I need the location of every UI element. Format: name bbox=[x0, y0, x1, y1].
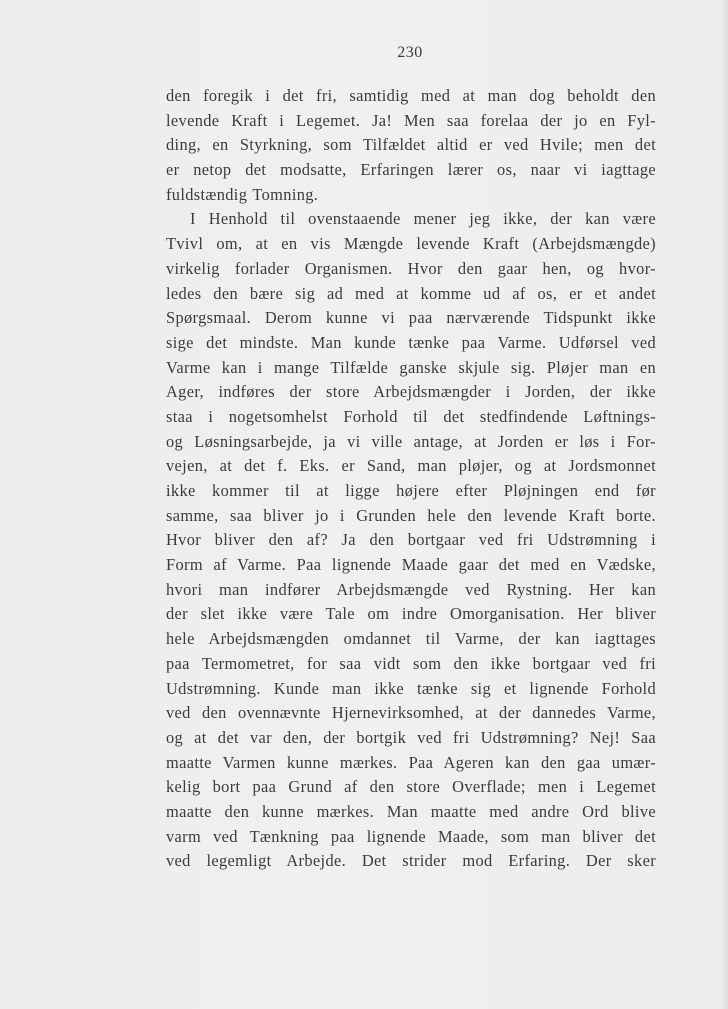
text-line: ikke kommer til at ligge højere efter Pløjningen end før bbox=[166, 481, 656, 500]
text-line: Varme kan i mange Tilfælde ganske skjule sig. Pløjer man en bbox=[166, 357, 656, 377]
text-line: ved legemligt Arbejde. Det strider mod Erfaring. Der sker bbox=[166, 851, 656, 871]
text-line: varm ved Tænkning paa lignende Maade, som man bliver det bbox=[166, 826, 656, 846]
text-line: virkelig forlader Organismen. Hvor den gaar hen, og hvor- bbox=[166, 258, 656, 278]
text-line: staa i nogetsomhelst Forhold til det stedfindende Løftnings- bbox=[166, 406, 656, 426]
text-line: levende Kraft i Legemet. Ja! Men saa forelaa der jo en Fyl- bbox=[166, 110, 656, 130]
text-line: Ager, indføres der store Arbejdsmængder i Jorden, der ikke bbox=[166, 382, 656, 402]
text-line: der slet ikke være Tale om indre Omorganisation. Her bliver bbox=[166, 604, 656, 624]
text-line: ding, en Styrkning, som Tilfældet altid er ved Hvile; men det bbox=[166, 135, 656, 155]
text-line: kelig bort paa Grund af den store Overflade; men i Legemet bbox=[166, 777, 656, 797]
text-line: Hvor bliver den af? Ja den bortgaar ved fri Udstrømning i bbox=[166, 530, 656, 550]
text-line: og at det var den, der bortgik ved fri Udstrømning? Nej! Saa bbox=[166, 727, 656, 747]
text-line: Form af Varme. Paa lignende Maade gaar det med en Vædske, bbox=[166, 555, 656, 575]
text-line: ledes den bære sig ad med at komme ud af os, er et andet bbox=[166, 283, 656, 303]
text-line: ved den ovennævnte Hjernevirksomhed, at der dannedes Varme, bbox=[166, 703, 656, 723]
text-line: maatte den kunne mærkes. Man maatte med andre Ord blive bbox=[166, 801, 656, 821]
text-line: paa Termometret, for saa vidt som den ikke bortgaar ved fri bbox=[166, 653, 656, 673]
text-line: Spørgsmaal. Derom kunne vi paa nærværende Tidspunkt ikke bbox=[166, 308, 656, 328]
text-line: og Løsningsarbejde, ja vi ville antage, at Jorden er løs i For- bbox=[166, 431, 656, 451]
text-line: maatte Varmen kunne mærkes. Paa Ageren kan den gaa umær- bbox=[166, 752, 656, 772]
text-line: hele Arbejdsmængden omdannet til Varme, der kan iagttages bbox=[166, 629, 656, 649]
text-line: samme, saa bliver jo i Grunden hele den levende Kraft borte. bbox=[166, 505, 656, 525]
text-line: hvori man indfører Arbejdsmængde ved Rystning. Her kan bbox=[166, 579, 656, 599]
text-line: Tvivl om, at en vis Mængde levende Kraft (Arbejdsmængde) bbox=[166, 234, 656, 254]
body-text bbox=[166, 84, 656, 874]
text-line: Udstrømning. Kunde man ikke tænke sig et lignende Forhold bbox=[166, 678, 656, 698]
text-line: fuldstændig Tomning. bbox=[166, 184, 319, 204]
text-line: er netop det modsatte, Erfaringen lærer os, naar vi iagttage bbox=[166, 160, 656, 180]
text-line: I Henhold til ovenstaaende mener jeg ikke, der kan være bbox=[190, 209, 656, 229]
text-line: sige det mindste. Man kunde tænke paa Varme. Udførsel ved bbox=[166, 332, 656, 352]
text-line: vejen, at det f. Eks. er Sand, man pløjer, og at Jordsmonnet bbox=[166, 456, 656, 476]
page-edge-shadow bbox=[722, 0, 728, 1009]
text-line: den foregik i det fri, samtidig med at man dog beholdt den bbox=[166, 86, 656, 105]
page-number: 230 bbox=[397, 44, 423, 61]
